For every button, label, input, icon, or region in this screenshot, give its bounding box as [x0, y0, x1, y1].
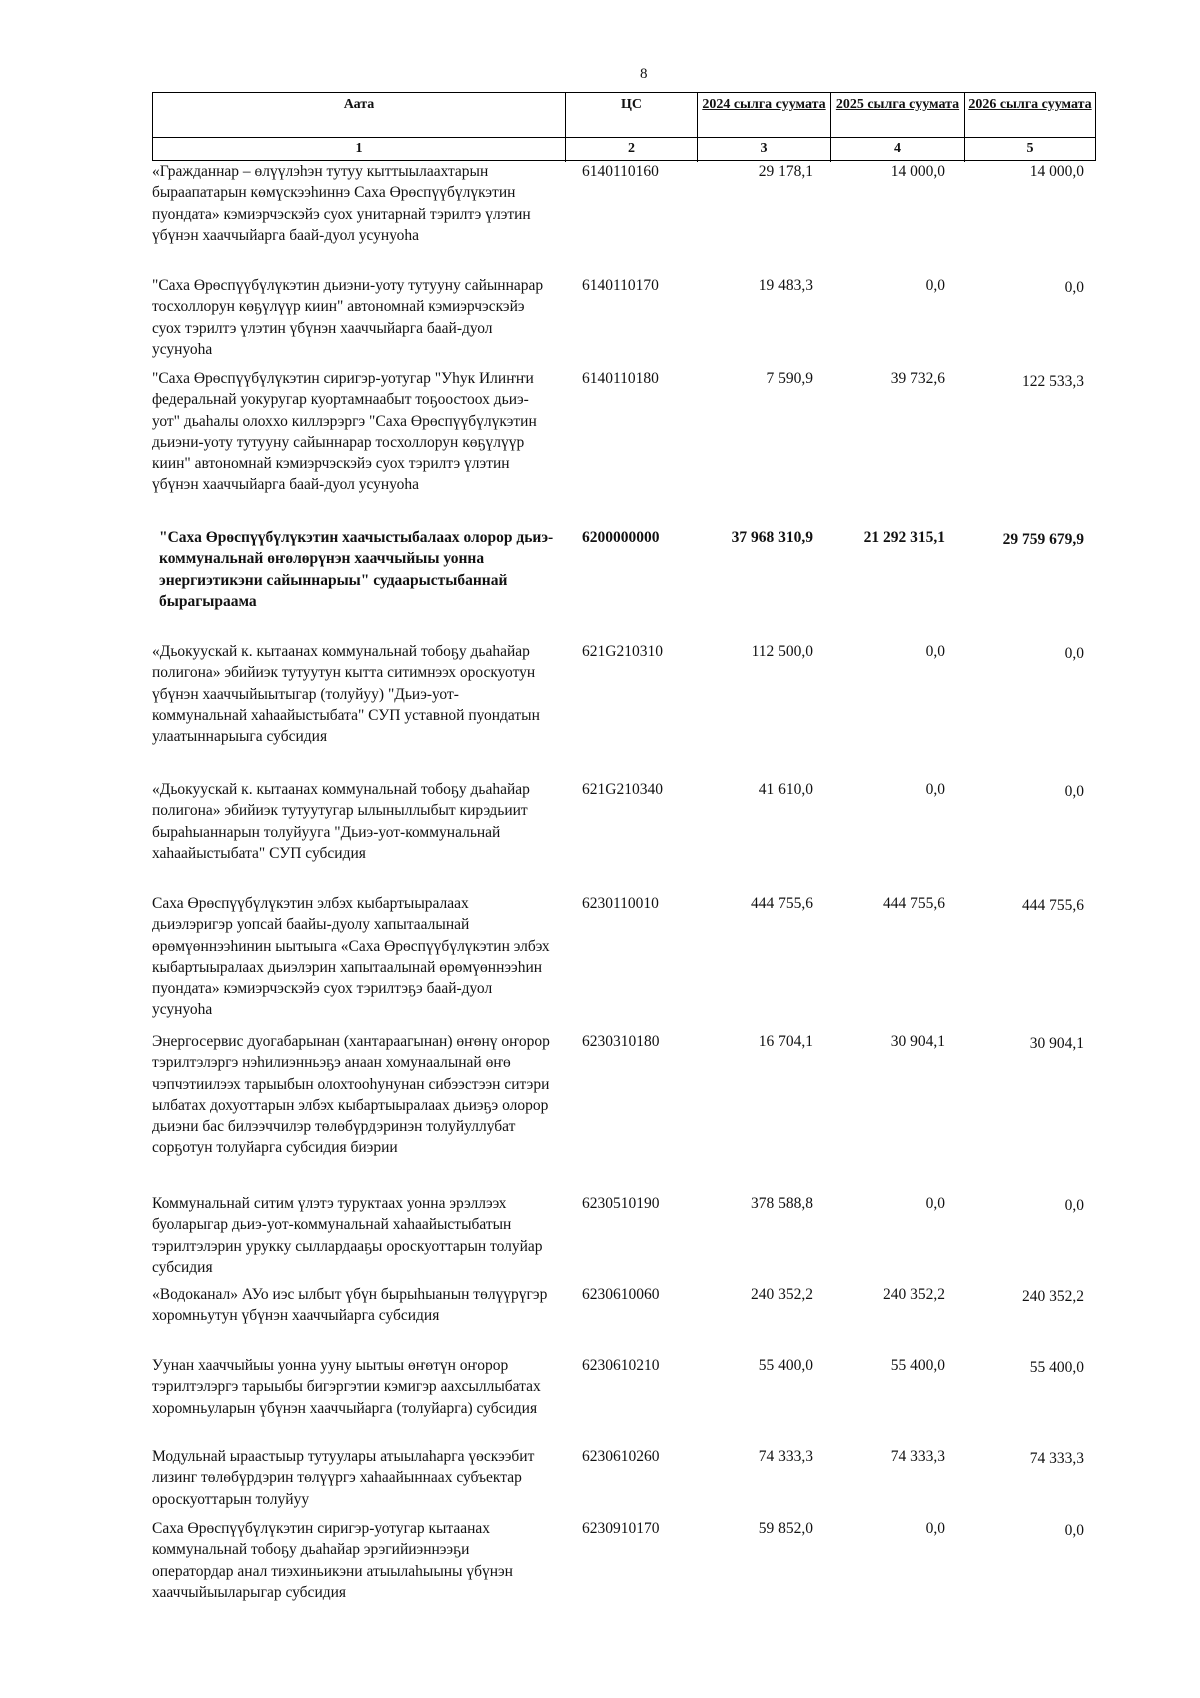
row-code: 6230610210 [582, 1357, 660, 1374]
row-code: 6200000000 [582, 529, 660, 546]
row-value-2026: 0,0 [1064, 1197, 1084, 1214]
row-value-2025: 39 732,6 [890, 370, 945, 387]
row-value-2024: 444 755,6 [751, 895, 813, 912]
header-name: Аата [343, 97, 375, 112]
row-name: Коммунальнай ситим үлэтэ туруктаах уонна эрэллээх буоларыгар дьиэ-уот-коммунальнай хаһаайыстыбатын тэрилтэлэрин урукку сыллардааҕы ороскуоттарын толуйар субсидия [152, 1195, 543, 1276]
row-value-2025: 0,0 [925, 1195, 945, 1212]
row-value-2026: 14 000,0 [1029, 163, 1084, 180]
row-value-2024: 7 590,9 [766, 370, 813, 387]
row-name: "Саха Өрөспүүбүлүкэтин сиригэр-уотугар "Уһук Илиҥҥи федеральнай уокуругар куортамнаабыт тоҕоостоох дьиэ-уот" дьаһалы олоххо киллэрэргэ "Саха Өрөспүүбүлүкэтин дьиэни-уоту тутууну сайыннарар тосхоллорун көҕүлүүр киин" автономнай кэмиэрчэскэйэ суох тэрилтэ үлэтин үбүнэн хааччыйарга баай-дуол усунуоһа [152, 370, 537, 494]
row-value-2025: 0,0 [925, 277, 945, 294]
row-code: 621G210310 [582, 643, 663, 660]
header-num-3: 3 [697, 138, 830, 162]
header-num-4: 4 [830, 138, 964, 162]
row-value-2025: 444 755,6 [883, 895, 945, 912]
row-value-2024: 29 178,1 [758, 163, 813, 180]
row-name: «Дьокуускай к. кытаанах коммунальнай тобоҕу дьаһайар полигона» эбийиэк тутуутун кытта ситимнээх ороскуотун үбүнэн хааччыйыытыгар (толуйуу) "Дьиэ-уот-коммунальнай хаһаайыстыбата" СУП уставной пуондатын улаатыннарыыга субсидия [152, 643, 540, 746]
row-name: Энергосервис дуогабарынан (хантараагынан) өҥөнү оҥорор тэрилтэлэргэ нэһилиэнньэҕэ анаан хомунаалынай өҥө чэпчэтиилээх тарыыбын олохтооһунунан сибээстээн ситэри ылбатах дохуоттарын элбэх кыбартыыралаах дьиэҕэ олорор дьиэни бас билээччилэр төлөбүрдэринэн толуйуллубат сорҕотун толуйарга субсидия биэрии [152, 1033, 550, 1157]
row-value-2024: 16 704,1 [758, 1033, 813, 1050]
row-value-2026: 29 759 679,9 [1002, 531, 1084, 548]
row-value-2026: 122 533,3 [1022, 373, 1084, 390]
row-value-2025: 21 292 315,1 [863, 529, 945, 546]
row-value-2025: 0,0 [925, 643, 945, 660]
row-value-2025: 0,0 [925, 781, 945, 798]
row-code: 6230610260 [582, 1448, 660, 1465]
row-code: 6230110010 [582, 895, 659, 912]
row-value-2025: 74 333,3 [890, 1448, 945, 1465]
row-name: Саха Өрөспүүбүлүкэтин элбэх кыбартыыралаах дьиэлэригэр уопсай баайы-дуолу хапытаалынай өрөмүөннээһинин ыытыыга «Саха Өрөспүүбүлүкэтин элбэх кыбартыыралаах дьиэлэрин хапытаалынай өрөмүөннээһин пуондата» кэмиэрчэскэйэ суох тэрилтэҕэ баай-дуол усунуоһа [152, 895, 550, 1019]
header-2025: 2025 сылга суумата [830, 93, 964, 137]
row-value-2024: 74 333,3 [758, 1448, 813, 1465]
row-value-2026: 55 400,0 [1029, 1359, 1084, 1376]
row-name: "Саха Өрөспүүбүлүкэтин хаачыстыбалаах олорор дьиэ-коммунальнай өҥөлөрүнэн хааччыйыы уонна энергиэтикэни сайыннарыы" судаарыстыбаннай бырагыраама [159, 529, 554, 610]
row-value-2024: 112 500,0 [751, 643, 813, 660]
row-value-2026: 0,0 [1064, 1522, 1084, 1539]
row-value-2024: 59 852,0 [758, 1520, 813, 1537]
header-num-5: 5 [964, 138, 1095, 162]
row-value-2026: 30 904,1 [1029, 1035, 1084, 1052]
row-code: 6230910170 [582, 1520, 660, 1537]
header-code: ЦС [565, 93, 697, 137]
row-code: 6140110160 [582, 163, 659, 180]
row-value-2025: 240 352,2 [883, 1286, 945, 1303]
row-code: 6140110180 [582, 370, 659, 387]
row-value-2026: 444 755,6 [1022, 897, 1084, 914]
row-value-2026: 0,0 [1064, 645, 1084, 662]
row-name: «Водоканал» АУо иэс ылбыт үбүн бырыһыанын төлүүрүгэр хоромньутун үбүнэн хааччыйарга субсидия [152, 1286, 548, 1325]
header-2024: 2024 сылга суумата [697, 93, 830, 137]
row-value-2025: 14 000,0 [890, 163, 945, 180]
row-code: 6230310180 [582, 1033, 660, 1050]
row-value-2025: 30 904,1 [890, 1033, 945, 1050]
row-code: 6140110170 [582, 277, 659, 294]
header-labels-row [153, 93, 1095, 137]
row-code: 6230510190 [582, 1195, 660, 1212]
row-value-2026: 74 333,3 [1029, 1450, 1084, 1467]
row-code: 6230610060 [582, 1286, 660, 1303]
row-name: «Гражданнар – өлүүлэһэн тутуу кыттыылаахтарын быраапатарын көмүскээһиннэ Саха Өрөспүүбүлүкэтин пуондата» кэмиэрчэскэйэ суох унитарнай тэрилтэ үлэтин үбүнэн хааччыйарга баай-дуол усунуоһа [152, 163, 531, 244]
row-value-2024: 37 968 310,9 [731, 529, 813, 546]
header-numbers-row [153, 137, 1095, 162]
row-name: «Дьокуускай к. кытаанах коммунальнай тобоҕу дьаһайар полигона» эбийиэк тутуутугар ылыныллыбыт кирэдьиит быраһыаннарын толуйууга "Дьиэ-уот-коммунальнай хаһаайыстыбата" СУП субсидия [152, 781, 530, 862]
header-num-2: 2 [565, 138, 697, 162]
row-value-2025: 55 400,0 [890, 1357, 945, 1374]
row-name: "Саха Өрөспүүбүлүкэтин дьиэни-уоту тутууну сайыннарар тосхоллорун көҕүлүүр киин" автономнай кэмиэрчэскэйэ суох тэрилтэ үлэтин үбүнэн хааччыйарга баай-дуол усунуоһа [152, 277, 544, 358]
page-number: 8 [640, 66, 648, 82]
header-num-1: 1 [355, 141, 363, 156]
row-value-2025: 0,0 [925, 1520, 945, 1537]
row-value-2024: 240 352,2 [751, 1286, 813, 1303]
row-name: Уунан хааччыйыы уонна ууну ыытыы өҥөтүн оҥорор тэрилтэлэргэ тарыыбы бигэргэтии кэмигэр аахсыллыбатах хоромньуларын үбүнэн хааччыйарга (толуйарга) субсидия [152, 1357, 541, 1417]
row-value-2024: 19 483,3 [758, 277, 813, 294]
table-header [152, 92, 1096, 161]
row-name: Саха Өрөспүүбүлүкэтин сиригэр-уотугар кытаанах коммунальнай тобоҕу дьаһайар эрэгийиэннээҕи оператордар анал тиэхиньикэни атыылаһыыны үбүнэн хааччыйыыларыгар субсидия [152, 1520, 513, 1601]
row-value-2026: 240 352,2 [1022, 1288, 1084, 1305]
row-value-2024: 55 400,0 [758, 1357, 813, 1374]
row-value-2026: 0,0 [1064, 783, 1084, 800]
header-2026: 2026 сылга суумата [964, 93, 1095, 137]
row-value-2024: 378 588,8 [751, 1195, 813, 1212]
row-value-2024: 41 610,0 [758, 781, 813, 798]
row-value-2026: 0,0 [1064, 279, 1084, 296]
row-code: 621G210340 [582, 781, 663, 798]
row-name: Модульнай ыраастыыр тутуулары атыылаһарга үөскээбит лизинг төлөбүрдэрин төлүүргэ хаһаайыннаах субъектар ороскуоттарын толуйуу [152, 1448, 535, 1508]
